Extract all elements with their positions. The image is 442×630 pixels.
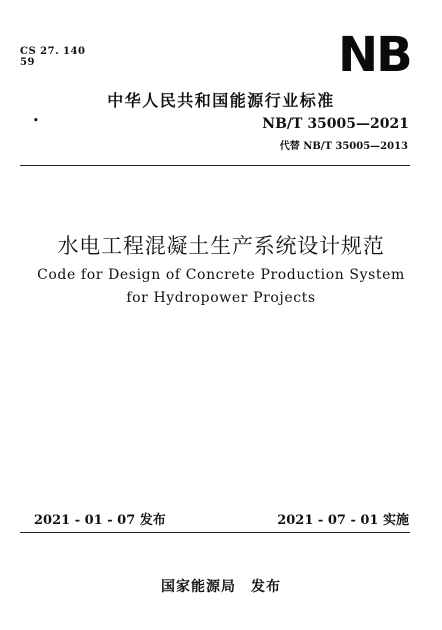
ics-code: CS 27. 140 — [20, 46, 86, 57]
ccs-code: 59 — [20, 57, 35, 68]
document-title-english-line2: for Hydropower Projects — [126, 290, 316, 306]
header-divider — [20, 165, 410, 166]
nb-standard-logo: NB — [338, 27, 411, 83]
document-title-chinese: 水电工程混凝土生产系统设计规范 — [57, 234, 385, 258]
footer-divider — [20, 532, 410, 533]
classification-codes — [20, 46, 85, 68]
replaces-standard: 代替 NB/T 35005—2013 — [279, 141, 408, 152]
issue-date: 2021 - 01 - 07 发布 — [34, 513, 166, 528]
standard-number: NB/T 35005—2021 — [262, 116, 409, 132]
publisher: 国家能源局 发布 — [161, 579, 281, 595]
margin-mark: • — [33, 116, 39, 126]
implementation-date: 2021 - 07 - 01 实施 — [277, 513, 409, 528]
document-title-english-line1: Code for Design of Concrete Production System — [37, 267, 405, 283]
industry-standard-heading: 中华人民共和国能源行业标准 — [107, 91, 335, 110]
